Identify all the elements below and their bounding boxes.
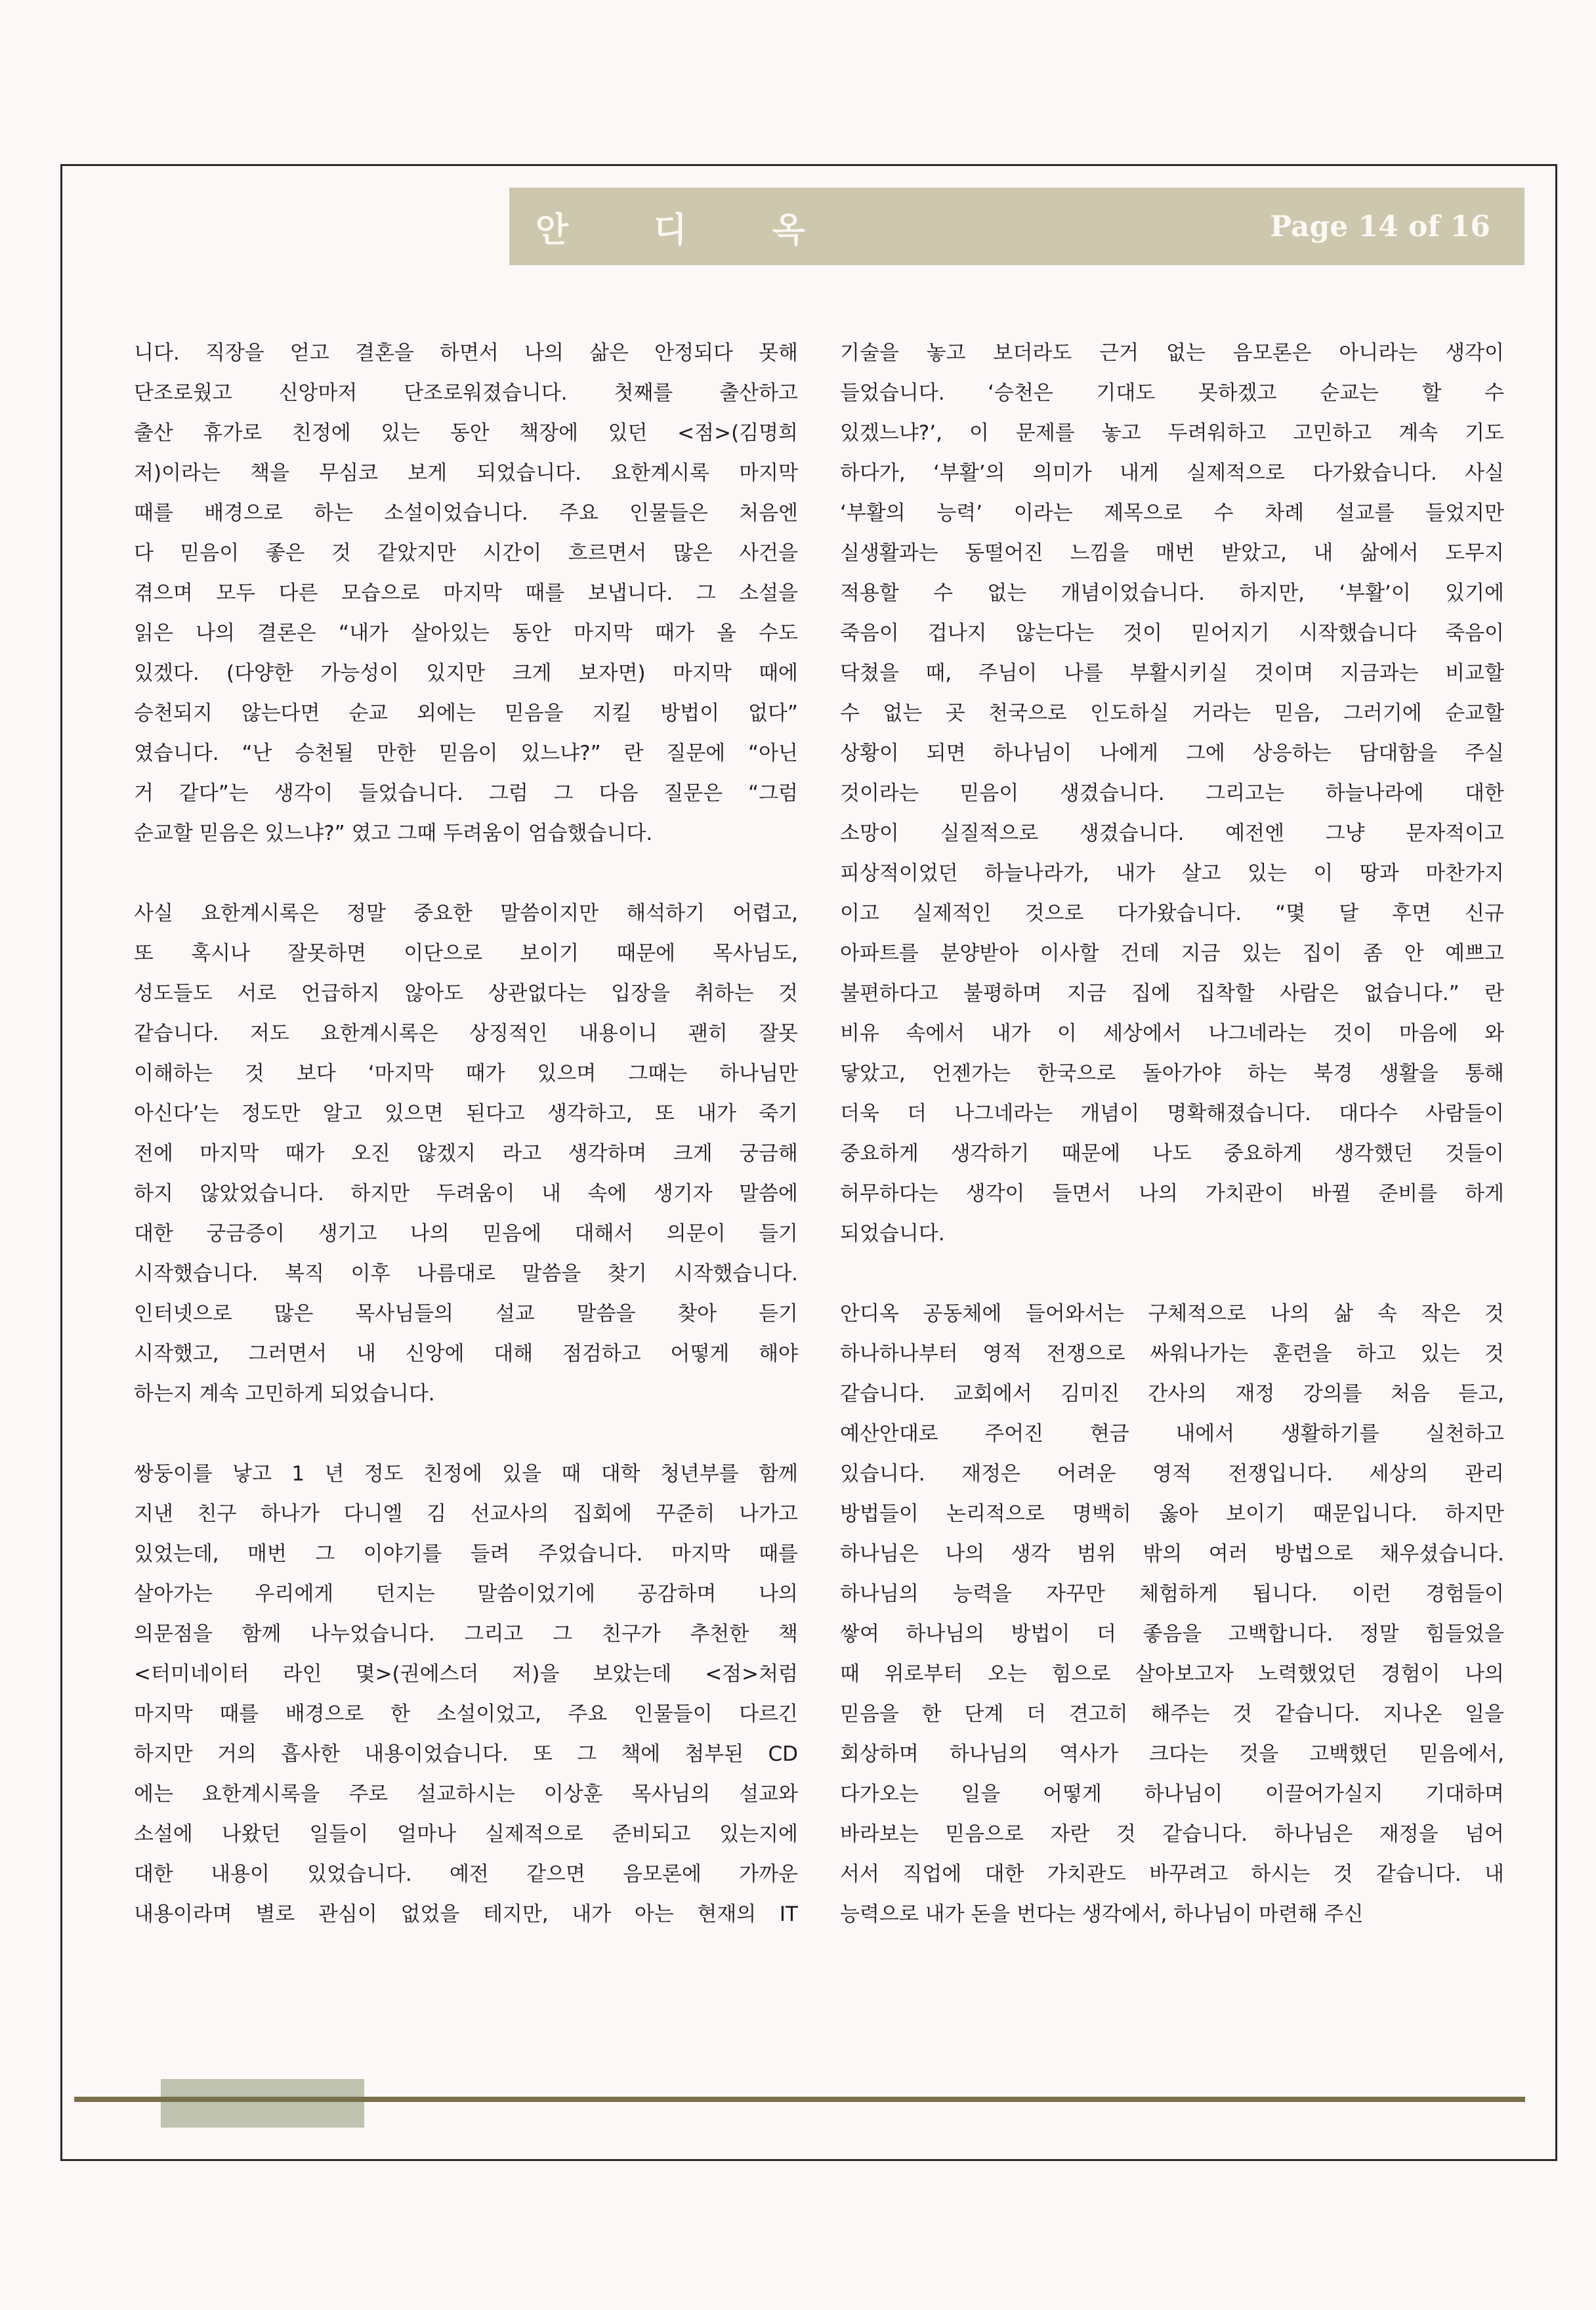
page-number: Page 14 of 16 (1270, 210, 1490, 243)
paragraph (134, 894, 798, 1414)
text-line: 다가오는 일을 어떻게 하나님이 이끌어가실지 기대하며 (840, 1782, 1504, 1806)
text-line: 들었습니다. ‘승천은 기대도 못하겠고 순교는 할 수 (840, 381, 1504, 405)
paragraph-gap (134, 854, 798, 894)
text-line: 이고 실제적인 것으로 다가왔습니다. “몇 달 후면 신규 (840, 902, 1504, 925)
text-line: 안디옥 공동체에 들어와서는 구체적으로 나의 삶 속 작은 것 (840, 1302, 1504, 1326)
text-line: 또 혹시나 잘못하면 이단으로 보이기 때문에 목사님도, (134, 942, 798, 965)
text-line: 시작했고, 그러면서 내 신앙에 대해 점검하고 어떻게 해야 (134, 1342, 798, 1366)
text-line: 다 믿음이 좋은 것 같았지만 시간이 흐르면서 많은 사건을 (134, 541, 798, 565)
text-line: 전에 마지막 때가 오진 않겠지 라고 생각하며 크게 궁금해 (134, 1142, 798, 1166)
text-line: 바라보는 믿음으로 자란 것 같습니다. 하나님은 재정을 넘어 (840, 1822, 1504, 1846)
text-line: 살아가는 우리에게 던지는 말씀이었기에 공감하며 나의 (134, 1582, 798, 1606)
text-line: 때 위로부터 오는 힘으로 살아보고자 노력했었던 경험이 나의 (840, 1662, 1504, 1686)
left-column (134, 333, 798, 1935)
text-line: 사실 요한계시록은 정말 중요한 말씀이지만 해석하기 어렵고, (134, 902, 798, 925)
text-line: 허무하다는 생각이 들면서 나의 가치관이 바뀔 준비를 하게 (840, 1182, 1504, 1206)
text-line: 하나님은 나의 생각 범위 밖의 여러 방법으로 채우셨습니다. (840, 1542, 1504, 1566)
text-line: 되었습니다. (840, 1222, 945, 1246)
text-line: 수 없는 곳 천국으로 인도하실 거라는 믿음, 그러기에 순교할 (840, 702, 1504, 725)
text-line: <터미네이터 라인 몇>(권에스더 저)을 보았는데 <점>처럼 (134, 1662, 798, 1686)
text-line: 하지 않았었습니다. 하지만 두려움이 내 속에 생기자 말씀에 (134, 1182, 798, 1206)
text-line: 서서 직업에 대한 가치관도 바꾸려고 하시는 것 같습니다. 내 (840, 1862, 1504, 1886)
text-line: 회상하며 하나님의 역사가 크다는 것을 고백했던 믿음에서, (840, 1742, 1504, 1766)
text-line: 있겠다. (다양한 가능성이 있지만 크게 보자면) 마지막 때에 (134, 662, 798, 685)
text-line: 의문점을 함께 나누었습니다. 그리고 그 친구가 추천한 책 (134, 1622, 798, 1646)
text-line: 죽음이 겁나지 않는다는 것이 믿어지기 시작했습니다 죽음이 (840, 621, 1504, 645)
text-line: 내용이라며 별로 관심이 없었을 테지만, 내가 아는 현재의 IT (134, 1902, 798, 1926)
text-line: 단조로웠고 신앙마저 단조로워졌습니다. 첫째를 출산하고 (134, 381, 798, 405)
text-line: 적용할 수 없는 개념이었습니다. 하지만, ‘부활’이 있기에 (840, 581, 1504, 605)
text-line: 실생활과는 동떨어진 느낌을 매번 받았고, 내 삶에서 도무지 (840, 541, 1504, 565)
text-line: 예산안대로 주어진 현금 내에서 생활하기를 실천하고 (840, 1422, 1504, 1446)
text-line: 하지만 거의 흡사한 내용이었습니다. 또 그 책에 첨부된 CD (134, 1742, 798, 1766)
title-char: 안 (536, 211, 569, 250)
title-char: 옥 (772, 211, 805, 250)
text-line: 있었는데, 매번 그 이야기를 들려 주었습니다. 마지막 때를 (134, 1542, 798, 1566)
text-line: 승천되지 않는다면 순교 외에는 믿음을 지킬 방법이 없다” (134, 702, 798, 725)
text-line: 에는 요한계시록을 주로 설교하시는 이상훈 목사님의 설교와 (134, 1782, 798, 1806)
text-line: 지낸 친구 하나가 다니엘 김 선교사의 집회에 꾸준히 나가고 (134, 1502, 798, 1526)
text-line: 있겠느냐?’, 이 문제를 놓고 두려워하고 고민하고 계속 기도 (840, 421, 1504, 445)
newsletter-title (536, 202, 805, 251)
text-line: 거 같다”는 생각이 들었습니다. 그럼 그 다음 질문은 “그럼 (134, 782, 798, 805)
text-line: 인터넷으로 많은 목사님들의 설교 말씀을 찾아 듣기 (134, 1302, 798, 1326)
text-line: 이해하는 것 보다 ‘마지막 때가 있으며 그때는 하나님만 (134, 1062, 798, 1085)
text-line: 중요하게 생각하기 때문에 나도 중요하게 생각했던 것들이 (840, 1142, 1504, 1166)
text-line: 순교할 믿음은 있느냐?” 였고 그때 두려움이 엄습했습니다. (134, 822, 653, 845)
text-line: 대한 내용이 있었습니다. 예전 같으면 음모론에 가까운 (134, 1862, 798, 1886)
text-line: 아신다’는 정도만 알고 있으면 된다고 생각하고, 또 내가 죽기 (134, 1102, 798, 1125)
text-line: 아파트를 분양받아 이사할 건데 지금 있는 집이 좀 안 예쁘고 (840, 942, 1504, 965)
text-line: 출산 휴가로 친정에 있는 동안 책장에 있던 <점>(김명희 (134, 421, 798, 445)
footer-box (161, 2079, 364, 2128)
text-line: 같습니다. 저도 요한계시록은 상징적인 내용이니 괜히 잘못 (134, 1022, 798, 1045)
text-line: 하다가, ‘부활’의 의미가 내게 실제적으로 다가왔습니다. 사실 (840, 461, 1504, 485)
paragraph-gap (134, 1414, 798, 1454)
text-line: 소망이 실질적으로 생겼습니다. 예전엔 그냥 문자적이고 (840, 822, 1504, 845)
paragraph-gap (840, 1254, 1504, 1294)
text-line: 쌍둥이를 낳고 1 년 정도 친정에 있을 때 대학 청년부를 함께 (134, 1462, 798, 1486)
text-line: 같습니다. 교회에서 김미진 간사의 재정 강의를 처음 듣고, (840, 1382, 1504, 1406)
text-line: 성도들도 서로 언급하지 않아도 상관없다는 입장을 취하는 것 (134, 982, 798, 1005)
text-line: 불편하다고 불평하며 지금 집에 집착할 사람은 없습니다.” 란 (840, 982, 1504, 1005)
text-line: 저)이라는 책을 무심코 보게 되었습니다. 요한계시록 마지막 (134, 461, 798, 485)
text-line: 때를 배경으로 하는 소설이었습니다. 주요 인물들은 처음엔 (134, 501, 798, 525)
text-line: 피상적이었던 하늘나라가, 내가 살고 있는 이 땅과 마찬가지 (840, 862, 1504, 885)
text-line: 마지막 때를 배경으로 한 소설이었고, 주요 인물들이 다르긴 (134, 1702, 798, 1726)
text-line: 시작했습니다. 복직 이후 나름대로 말씀을 찾기 시작했습니다. (134, 1262, 798, 1286)
header-band (509, 188, 1524, 265)
text-line: 상황이 되면 하나님이 나에게 그에 상응하는 담대함을 주실 (840, 742, 1504, 765)
text-line: 대한 궁금증이 생기고 나의 믿음에 대해서 의문이 들기 (134, 1222, 798, 1246)
text-line: ‘부활의 능력’ 이라는 제목으로 수 차례 설교를 들었지만 (840, 501, 1504, 525)
text-line: 것이라는 믿음이 생겼습니다. 그리고는 하늘나라에 대한 (840, 782, 1504, 805)
text-line: 믿음을 한 단계 더 견고히 해주는 것 같습니다. 지나온 일을 (840, 1702, 1504, 1726)
paragraph (134, 333, 798, 854)
paragraph (840, 333, 1504, 1254)
text-line: 겪으며 모두 다른 모습으로 마지막 때를 보냅니다. 그 소설을 (134, 581, 798, 605)
text-line: 였습니다. “난 승천될 만한 믿음이 있느냐?” 란 질문에 “아닌 (134, 742, 798, 765)
text-line: 있습니다. 재정은 어려운 영적 전쟁입니다. 세상의 관리 (840, 1462, 1504, 1486)
title-char: 디 (654, 211, 687, 250)
text-line: 비유 속에서 내가 이 세상에서 나그네라는 것이 마음에 와 (840, 1022, 1504, 1045)
text-line: 소설에 나왔던 일들이 얼마나 실제적으로 준비되고 있는지에 (134, 1822, 798, 1846)
paragraph (840, 1294, 1504, 1935)
text-line: 하는지 계속 고민하게 되었습니다. (134, 1382, 435, 1406)
right-column (840, 333, 1504, 1935)
text-line: 닿았고, 언젠가는 한국으로 돌아가야 하는 북경 생활을 통해 (840, 1062, 1504, 1085)
text-line: 닥쳤을 때, 주님이 나를 부활시키실 것이며 지금과는 비교할 (840, 662, 1504, 685)
text-line: 하나하나부터 영적 전쟁으로 싸워나가는 훈련을 하고 있는 것 (840, 1342, 1504, 1366)
text-line: 쌓여 하나님의 방법이 더 좋음을 고백합니다. 정말 힘들었을 (840, 1622, 1504, 1646)
paragraph (134, 1454, 798, 1935)
text-line: 니다. 직장을 얻고 결혼을 하면서 나의 삶은 안정되다 못해 (134, 341, 798, 365)
text-line: 능력으로 내가 돈을 번다는 생각에서, 하나님이 마련해 주신 (840, 1902, 1364, 1926)
text-line: 하나님의 능력을 자꾸만 체험하게 됩니다. 이런 경험들이 (840, 1582, 1504, 1606)
text-line: 더욱 더 나그네라는 개념이 명확해졌습니다. 대다수 사람들이 (840, 1102, 1504, 1125)
text-line: 읽은 나의 결론은 “내가 살아있는 동안 마지막 때가 올 수도 (134, 621, 798, 645)
text-line: 방법들이 논리적으로 명백히 옳아 보이기 때문입니다. 하지만 (840, 1502, 1504, 1526)
footer-rule (74, 2097, 1525, 2102)
text-line: 기술을 놓고 보더라도 근거 없는 음모론은 아니라는 생각이 (840, 341, 1504, 365)
